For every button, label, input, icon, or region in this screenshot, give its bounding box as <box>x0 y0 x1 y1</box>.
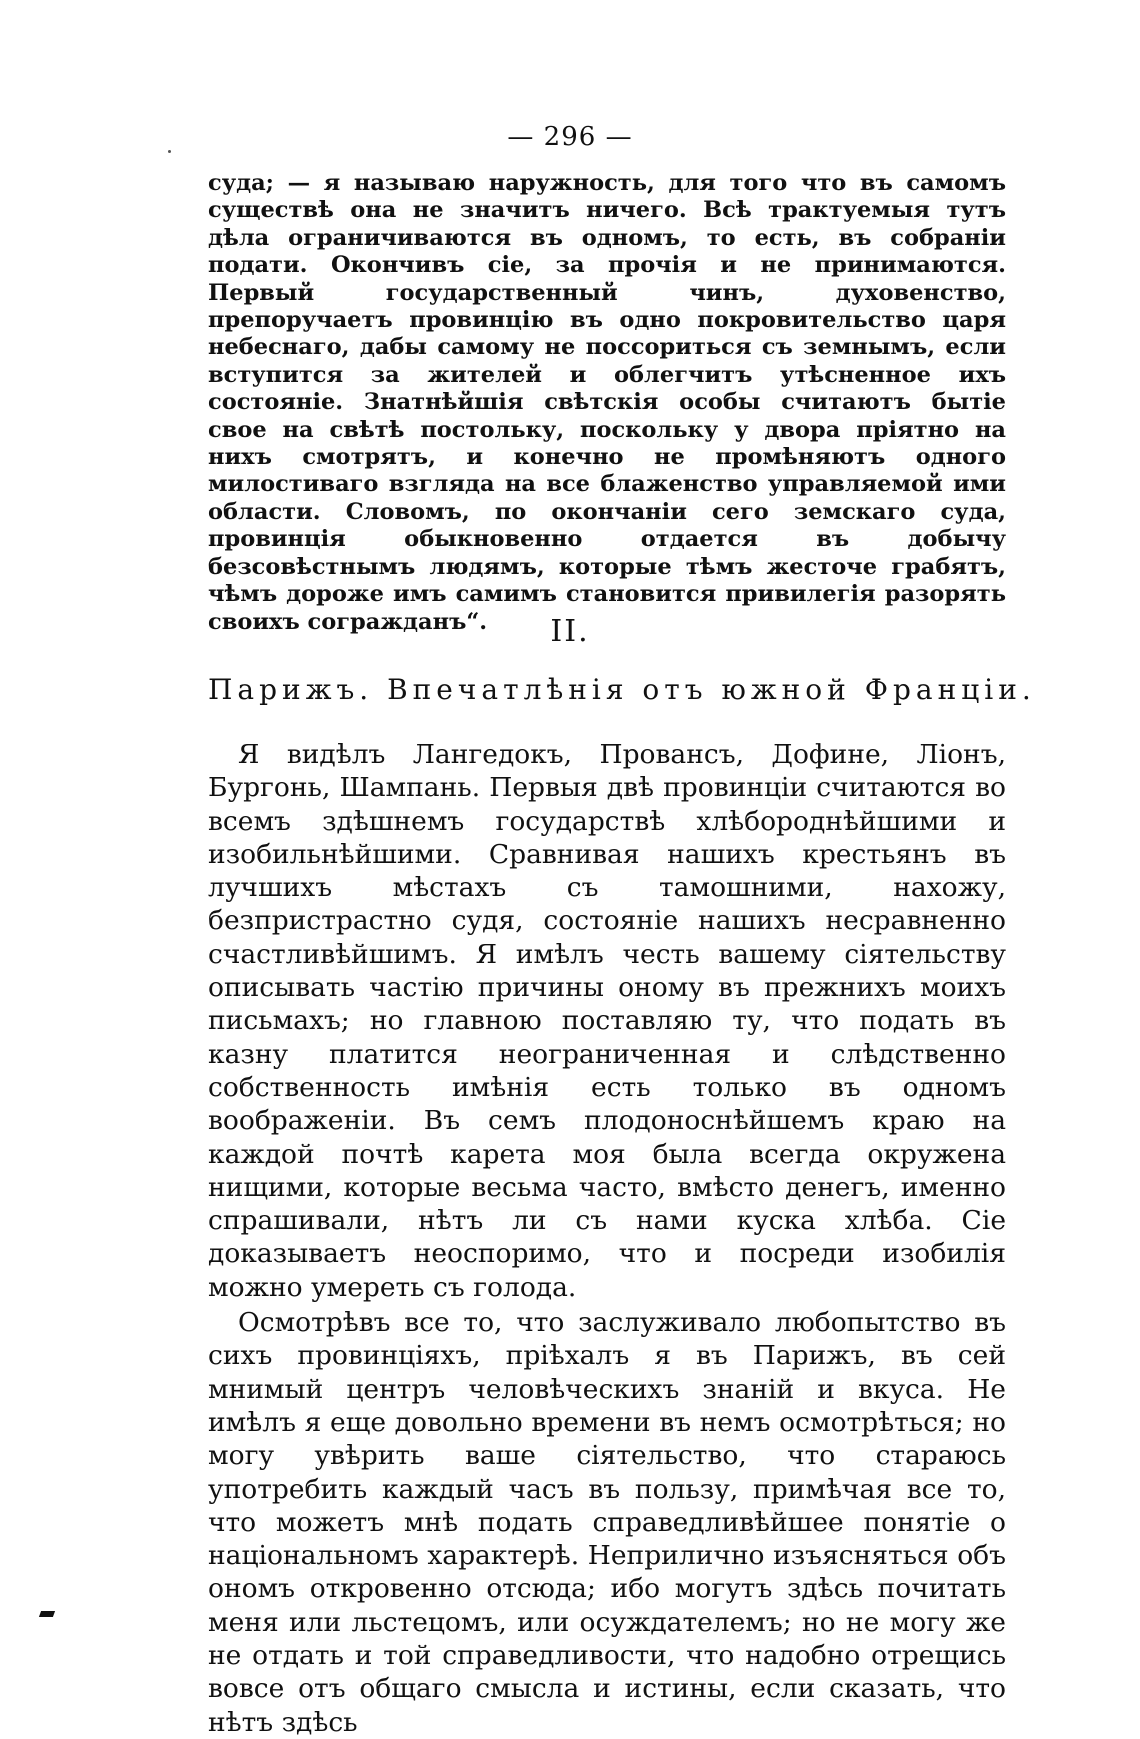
quote-paragraph: суда; — я называю наружность, для того что въ самомъ существѣ она не значитъ ничего. Всѣ трактуемыя тутъ дѣла ограничиваются въ одномъ, то есть, въ собраніи подати. Окончивъ сіе, за прочія и не принимаются. Первый государственный чинъ, духовенство, препоручаетъ провинцію въ одно покровительство царя небеснаго, дабы самому не поссориться съ земнымъ, если вступится за жителей и облегчитъ утѣсненное ихъ состояніе. Знатнѣйшія свѣтскія особы считаютъ бытіе свое на свѣтѣ постольку, поскольку у двора пріятно на нихъ смотрятъ, и конечно не промѣняютъ одного милостиваго взгляда на все блаженство управляемой ими области. Словомъ, по окончаніи сего земскаго суда, провинція обыкновенно отдается въ добычу безсовѣстнымъ людямъ, которые тѣмъ жесточе грабятъ, чѣмъ дороже имъ самимъ становится привилегія разорять своихъ согражданъ“. <box>208 170 1006 635</box>
main-text <box>208 738 1006 1739</box>
paragraph-1: Я видѣлъ Лангедокъ, Провансъ, Дофине, Ліонъ, Бургонь, Шампань. Первыя двѣ провинціи считаются во всемъ здѣшнемъ государствѣ хлѣбороднѣйшими и изобильнѣйшими. Сравнивая нашихъ крестьянъ въ лучшихъ мѣстахъ съ тамошними, нахожу, безпристрастно судя, состояніе нашихъ несравненно счастливѣйшимъ. Я имѣлъ честь вашему сіятельству описывать частію причины оному въ прежнихъ моихъ письмахъ; но главною поставляю ту, что подать въ казну платится неограниченная и слѣдственно собственность имѣнія есть только въ одномъ воображеніи. Въ семъ плодоноснѣйшемъ краю на каждой почтѣ карета моя была всегда окружена нищими, которые весьма часто, вмѣсто денегъ, именно спрашивали, нѣтъ ли съ нами куска хлѣба. Сіе доказываетъ неоспоримо, что и посреди изобилія можно умереть съ голода. <box>208 739 1006 1303</box>
section-title: Парижъ. Впечатлѣнія отъ южной Франціи. <box>208 673 1036 706</box>
paragraph-2: Осмотрѣвъ все то, что заслуживало любопытство въ сихъ провинціяхъ, пріѣхалъ я въ Парижъ, въ сей мнимый центръ человѣческихъ знаній и вкуса. Не имѣлъ я еще довольно времени въ немъ осмотрѣться; но могу увѣрить ваше сіятельство, что стараюсь употребить каждый часъ въ пользу, примѣчая все то, что можетъ мнѣ подать справедливѣйшее понятіе о національномъ характерѣ. Неприлично изъясняться объ ономъ откровенно отсюда; ибо могутъ здѣсь почитать меня или льстецомъ, или осуждателемъ; но не могу же не отдать и той справедливости, что надобно отрещись вовсе отъ общаго смысла и истины, если сказать, что нѣтъ здѣсь <box>208 1307 1006 1738</box>
margin-mark <box>39 1611 55 1617</box>
scan-speck <box>168 150 171 153</box>
page-number: — 296 — <box>507 122 633 152</box>
quote-block <box>208 170 1006 636</box>
section-numeral: II. <box>550 614 590 649</box>
